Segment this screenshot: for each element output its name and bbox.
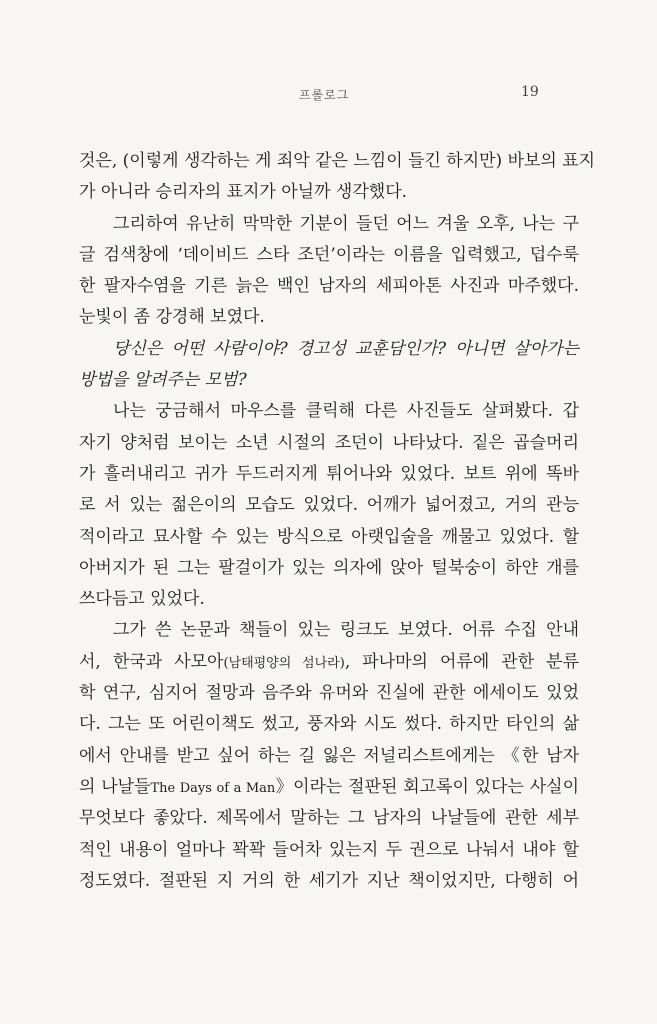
text-line-16: 그가 쓴 논문과 책들이 있는 링크도 보였다. 어류 수집 안내 <box>113 620 579 641</box>
text-line-17-gloss: (남태평양의 섬나라) <box>223 655 345 671</box>
text-line-23: 적인 내용이 얼마나 꽉꽉 들어차 있는지 두 권으로 나눠서 내야 할 <box>79 839 579 860</box>
text-line-17-part-2: , 파나마의 어류에 관한 분류 <box>344 651 579 672</box>
text-line-10: 자기 양처럼 보이는 소년 시절의 조던이 나타났다. 짙은 곱슬머리 <box>79 432 579 453</box>
text-line-2: 가 아니라 승리자의 표지가 아닐까 생각했다. <box>79 182 408 203</box>
text-line-11: 가 흘러내리고 귀가 두드러지게 튀어나와 있었다. 보트 위에 똑바 <box>79 463 579 484</box>
text-line-15: 쓰다듬고 있었다. <box>79 589 205 610</box>
text-line-12: 로 서 있는 젊은이의 모습도 있었다. 어깨가 넓어졌고, 거의 관능 <box>79 495 579 516</box>
text-line-17-part-1: 서, 한국과 사모아 <box>79 651 224 672</box>
text-line-21-part-1: 의 나날들 <box>79 776 151 797</box>
text-line-17 <box>79 647 579 678</box>
text-line-13: 적이라고 묘사할 수 있는 방식으로 아랫입술을 깨물고 있었다. 할 <box>79 526 579 547</box>
text-line-3: 그리하여 유난히 막막한 기분이 들던 어느 겨울 오후, 나는 구 <box>113 213 579 234</box>
text-line-21-part-2: 》이라는 절판된 회고록이 있다는 사실이 <box>275 776 579 797</box>
text-line-4: 글 검색창에 ‘데이비드 스타 조던’이라는 이름을 입력했고, 덥수룩 <box>79 244 579 265</box>
text-line-21-english-title: The Days of a Man <box>150 780 276 796</box>
text-line-6: 눈빛이 좀 강경해 보였다. <box>79 307 265 328</box>
text-line-7: 당신은 어떤 사람이야? 경고성 교훈담인가? 아니면 살아가는 <box>113 338 579 359</box>
text-line-22: 무엇보다 좋았다. 제목에서 말하는 그 남자의 나날들에 관한 세부 <box>79 808 579 829</box>
text-line-19: 다. 그는 또 어린이책도 썼고, 풍자와 시도 썼다. 하지만 타인의 삶 <box>79 714 579 735</box>
text-line-24: 정도였다. 절판된 지 거의 한 세기가 지난 책이었지만, 다행히 어 <box>79 870 579 891</box>
text-line-18: 학 연구, 심지어 절망과 음주와 유머와 진실에 관한 에세이도 있었 <box>79 683 579 704</box>
running-head: 프롤로그 <box>299 88 350 102</box>
body-text <box>79 146 596 897</box>
page-number: 19 <box>521 84 539 100</box>
text-line-8: 방법을 알려주는 모범? <box>79 370 247 391</box>
text-line-21 <box>79 772 579 803</box>
text-line-20: 에서 안내를 받고 싶어 하는 길 잃은 저널리스트에게는 《한 남자 <box>79 745 579 766</box>
text-line-1: 것은, (이렇게 생각하는 게 죄악 같은 느낌이 들긴 하지만) 바보의 표지 <box>79 151 596 171</box>
text-line-14: 아버지가 된 그는 팔걸이가 있는 의자에 앉아 털북숭이 하얀 개를 <box>79 557 579 578</box>
text-line-9: 나는 궁금해서 마우스를 클릭해 다른 사진들도 살펴봤다. 갑 <box>113 401 579 422</box>
text-line-5: 한 팔자수염을 기른 늙은 백인 남자의 세피아톤 사진과 마주했다. <box>79 276 579 297</box>
